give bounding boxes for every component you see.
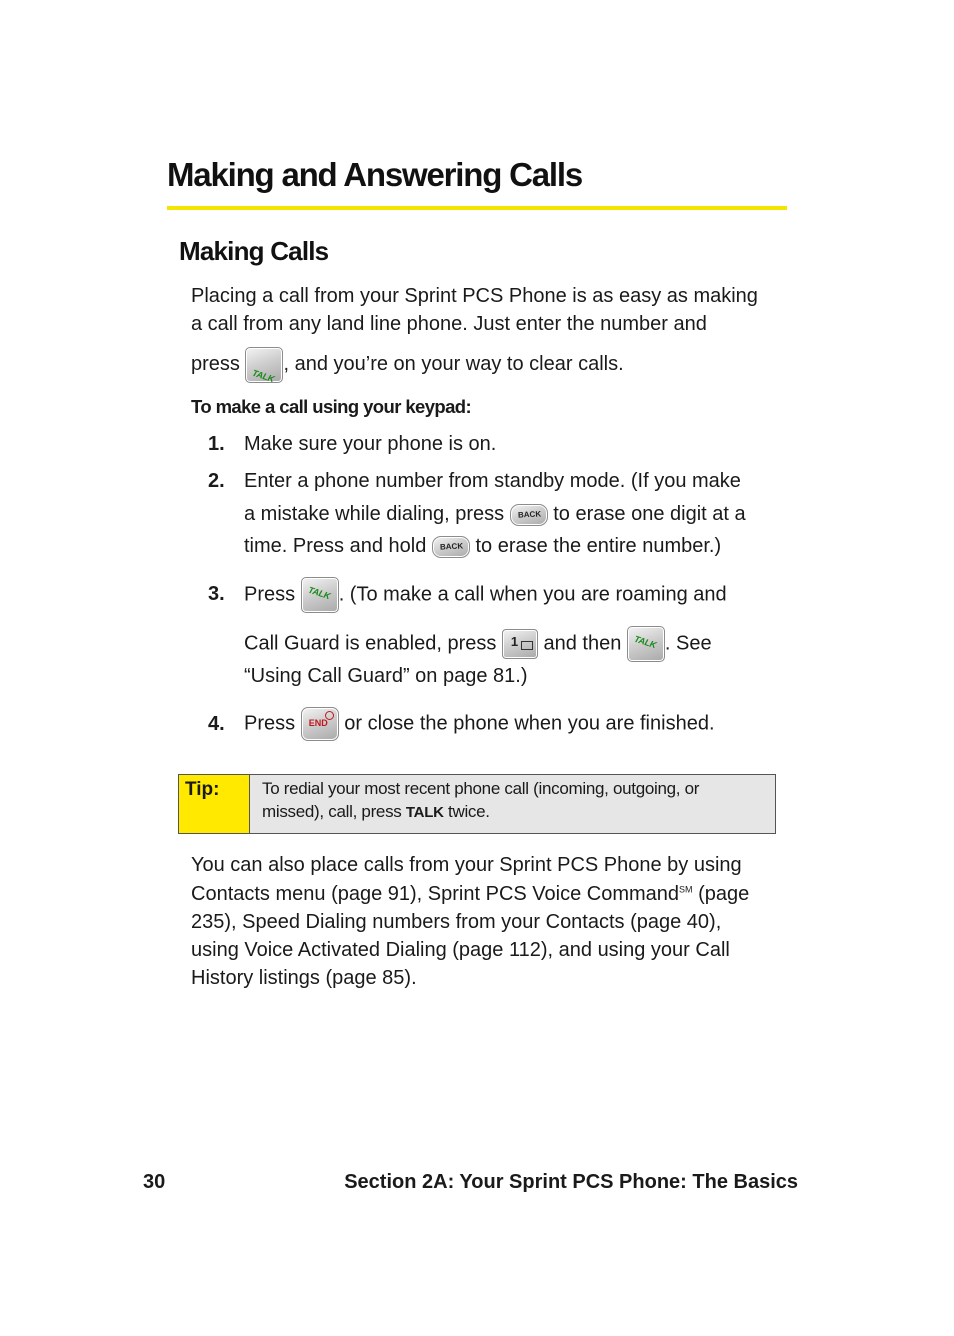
back-key-icon — [510, 504, 548, 526]
closing-line: using Voice Activated Dialing (page 112), and using your Call — [191, 939, 730, 961]
step-text: “Using Call Guard” on page 81.) — [244, 665, 528, 687]
tip-label-cell — [179, 775, 250, 833]
closing-line: History listings (page 85). — [191, 967, 417, 989]
back-key-label: BACK — [439, 541, 464, 552]
step-text: time. Press and hold — [244, 535, 427, 557]
step-text: and then — [543, 632, 622, 655]
step-text: a mistake while dialing, press — [244, 503, 505, 525]
title-underline — [167, 206, 787, 210]
talk-key-label: TALK — [251, 367, 276, 384]
step-text: Call Guard is enabled, press — [244, 632, 497, 655]
intro-line — [191, 346, 791, 383]
one-key-icon — [502, 629, 538, 659]
tip-label: Tip: — [185, 779, 220, 800]
talk-key-icon — [245, 347, 283, 383]
tip-line — [262, 800, 765, 824]
step-line — [244, 707, 715, 741]
one-key-label: 1 — [510, 634, 519, 649]
step-number: 2. — [208, 470, 225, 492]
closing-line: You can also place calls from your Sprint PCS Phone by using — [191, 854, 742, 876]
step-text: . See — [664, 632, 712, 655]
tip-box — [178, 774, 776, 834]
intro-text: , and you’re on your way to clear calls. — [283, 353, 624, 375]
envelope-icon — [521, 641, 533, 650]
intro-text: press — [191, 353, 240, 375]
step-text: Enter a phone number from standby mode. (If you make — [244, 470, 741, 492]
step-text: . (To make a call when you are roaming and — [338, 583, 727, 606]
end-key-label: END — [308, 718, 328, 728]
end-key-icon — [301, 707, 339, 741]
step-line — [244, 577, 727, 613]
tip-text-fragment: missed), call, press — [262, 802, 402, 821]
talk-key-label: TALK — [632, 633, 658, 651]
page-title: Making and Answering Calls — [167, 156, 582, 193]
tip-text-fragment: twice. — [448, 802, 490, 821]
section-footer: Section 2A: Your Sprint PCS Phone: The Basics — [344, 1171, 798, 1193]
tip-line: To redial your most recent phone call (incoming, outgoing, or — [262, 779, 700, 798]
tip-text — [250, 775, 775, 833]
back-key-icon — [432, 536, 470, 558]
step-text: Press — [244, 712, 296, 735]
talk-key-icon — [301, 577, 339, 613]
step-line — [244, 535, 721, 558]
step-text: Make sure your phone is on. — [244, 433, 497, 455]
step-number: 1. — [208, 433, 225, 455]
closing-line — [191, 880, 791, 908]
power-symbol-icon — [325, 711, 334, 720]
step-number: 3. — [208, 583, 225, 605]
section-heading: Making Calls — [179, 236, 329, 266]
tip-key-name: TALK — [405, 804, 444, 821]
closing-line: 235), Speed Dialing numbers from your Contacts (page 40), — [191, 911, 722, 933]
step-number: 4. — [208, 713, 225, 735]
talk-key-label: TALK — [306, 584, 332, 602]
step-text: to erase one digit at a — [553, 503, 746, 525]
step-text: Press — [244, 583, 296, 606]
step-line — [244, 503, 746, 526]
intro-line: a call from any land line phone. Just enter the number and — [191, 313, 707, 335]
closing-text: (page — [692, 883, 750, 905]
step-text: or close the phone when you are finished. — [344, 712, 715, 735]
step-line — [244, 626, 712, 662]
step-text: to erase the entire number.) — [475, 535, 722, 557]
intro-line: Placing a call from your Sprint PCS Phone is as easy as making — [191, 285, 758, 307]
procedure-heading: To make a call using your keypad: — [191, 396, 472, 417]
closing-text: Contacts menu (page 91), Sprint PCS Voice Command — [191, 883, 680, 905]
back-key-label: BACK — [517, 509, 542, 520]
service-mark: SM — [679, 884, 693, 895]
talk-key-icon — [627, 626, 665, 662]
page-number: 30 — [143, 1171, 166, 1193]
